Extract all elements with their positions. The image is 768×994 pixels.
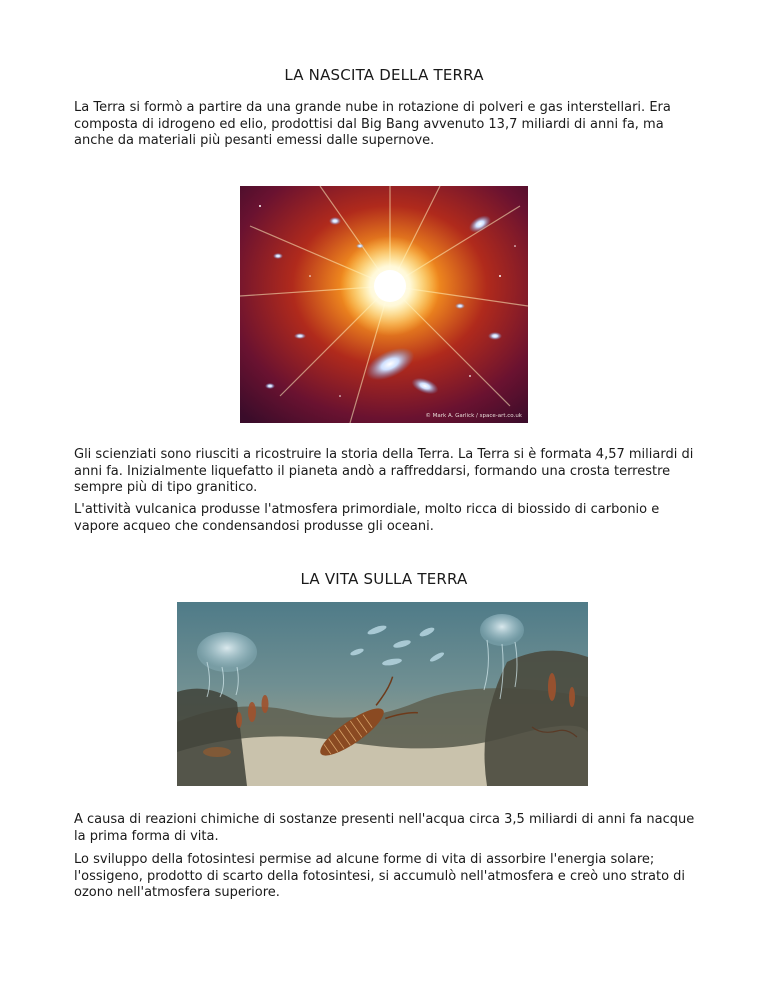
paragraph-fotosintesi: Lo sviluppo della fotosintesi permise ad alcune forme di vita di assorbire l'energia solare; l'ossigeno, prodotto di scarto della fotosintesi, si accumulò nell'atmosfera e creò uno strato di ozono nell'atmosfera superiore. [74, 852, 686, 900]
image-credit: © Mark A. Garlick / space-art.co.uk [425, 413, 522, 419]
big-bang-image [240, 186, 528, 423]
section-title-nascita: LA NASCITA DELLA TERRA [284, 66, 484, 84]
primordial-sea-image [177, 602, 588, 786]
section-title-vita: LA VITA SULLA TERRA [300, 570, 468, 588]
paragraph-nube: La Terra si formò a partire da una grande nube in rotazione di polveri e gas interstellari. Era composta di idrogeno ed elio, prodottisi dal Big Bang avvenuto 13,7 miliardi di anni fa, ma anche da materiali più pesanti emessi dalle supernove. [74, 100, 671, 148]
paragraph-storia: Gli scienziati sono riusciti a ricostruire la storia della Terra. La Terra si è formata 4,57 miliardi di anni fa. Inizialmente liquefatto il pianeta andò a raffreddarsi, formando una crosta terrestre sempre più di tipo granitico. [74, 447, 694, 495]
paragraph-prima-vita: A causa di reazioni chimiche di sostanze presenti nell'acqua circa 3,5 miliardi di anni fa nacque la prima forma di vita. [74, 812, 695, 844]
paragraph-vulcanica: L'attività vulcanica produsse l'atmosfera primordiale, molto ricca di biossido di carbonio e vapore acqueo che condensandosi produsse gli oceani. [74, 502, 660, 534]
